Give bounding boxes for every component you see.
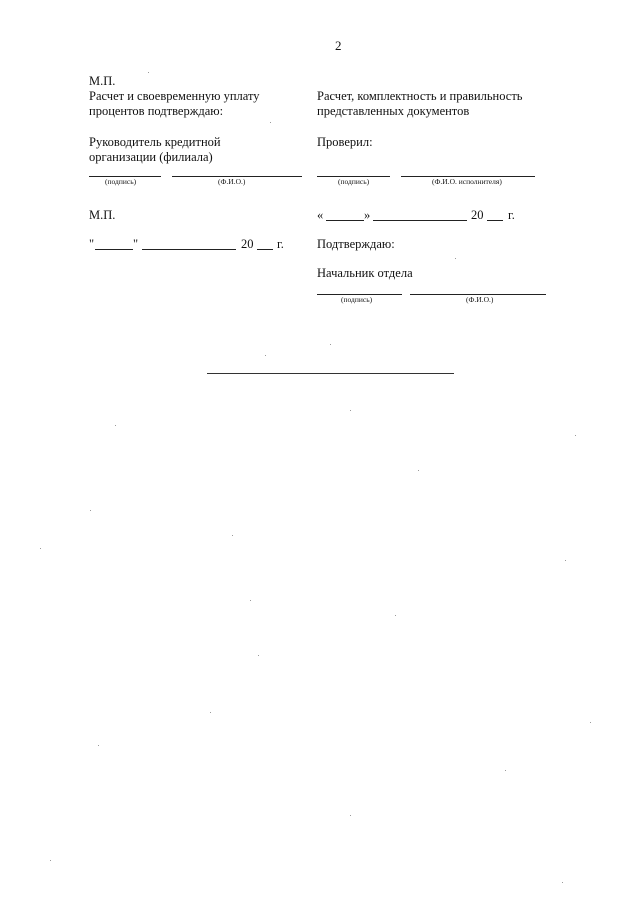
approval-label: Подтверждаю: (317, 237, 395, 251)
stamp-label-top: М.П. (89, 74, 116, 88)
right-date-month-blank (373, 220, 467, 221)
left-date-year: 20 (241, 237, 254, 251)
scan-speck (505, 770, 506, 771)
scan-speck (98, 745, 99, 746)
scan-speck (565, 560, 566, 561)
right-date-year-suffix: г. (508, 208, 515, 222)
payment-confirmation-line-1: Расчет и своевременную уплату (89, 89, 260, 103)
scan-speck (50, 860, 51, 861)
scan-speck (232, 535, 233, 536)
checker-name-caption: (Ф.И.О. исполнителя) (432, 177, 502, 186)
left-date-open-quote: " (89, 237, 95, 251)
left-date-day-blank (95, 249, 133, 250)
left-date-year-suffix: г. (277, 237, 284, 251)
department-head-label: Начальник отдела (317, 266, 413, 280)
scan-speck (115, 425, 116, 426)
scan-speck (210, 712, 211, 713)
scan-speck (350, 410, 351, 411)
right-date-open-quote: « (317, 208, 324, 222)
scan-speck (250, 600, 251, 601)
dept-head-name-caption: (Ф.И.О.) (466, 295, 494, 304)
left-date-year-blank (257, 249, 273, 250)
bank-head-title-line-1: Руководитель кредитной (89, 135, 221, 149)
scan-speck (395, 615, 396, 616)
scan-speck (270, 122, 271, 123)
checker-signature-caption: (подпись) (338, 177, 370, 186)
checked-by-label: Проверил: (317, 135, 373, 149)
check-statement-line-1: Расчет, комплектность и правильность (317, 89, 523, 103)
right-date-year: 20 (471, 208, 484, 222)
page-number: 2 (335, 38, 342, 53)
scan-speck (148, 72, 149, 73)
scan-speck (562, 882, 563, 883)
scan-speck (265, 355, 266, 356)
scan-speck (350, 815, 351, 816)
left-date-close-quote: " (133, 237, 139, 251)
dept-head-signature-caption: (подпись) (341, 295, 373, 304)
right-date-close-quote: » (364, 208, 371, 222)
scan-speck (590, 722, 591, 723)
scan-speck (418, 470, 419, 471)
scan-speck (40, 548, 41, 549)
scan-speck (455, 258, 456, 259)
scan-speck (258, 655, 259, 656)
left-date-month-blank (142, 249, 236, 250)
bank-head-title-line-2: организации (филиала) (89, 150, 213, 164)
scan-speck (90, 510, 91, 511)
right-date-day-blank (326, 220, 364, 221)
check-statement-line-2: представленных документов (317, 104, 470, 118)
closing-separator-line (207, 373, 454, 374)
scan-speck (330, 344, 331, 345)
scan-speck (575, 435, 576, 436)
head-name-caption: (Ф.И.О.) (218, 177, 246, 186)
head-signature-caption: (подпись) (105, 177, 137, 186)
stamp-label-bottom: М.П. (89, 208, 116, 222)
payment-confirmation-line-2: процентов подтверждаю: (89, 104, 224, 118)
right-date-year-blank (487, 220, 503, 221)
